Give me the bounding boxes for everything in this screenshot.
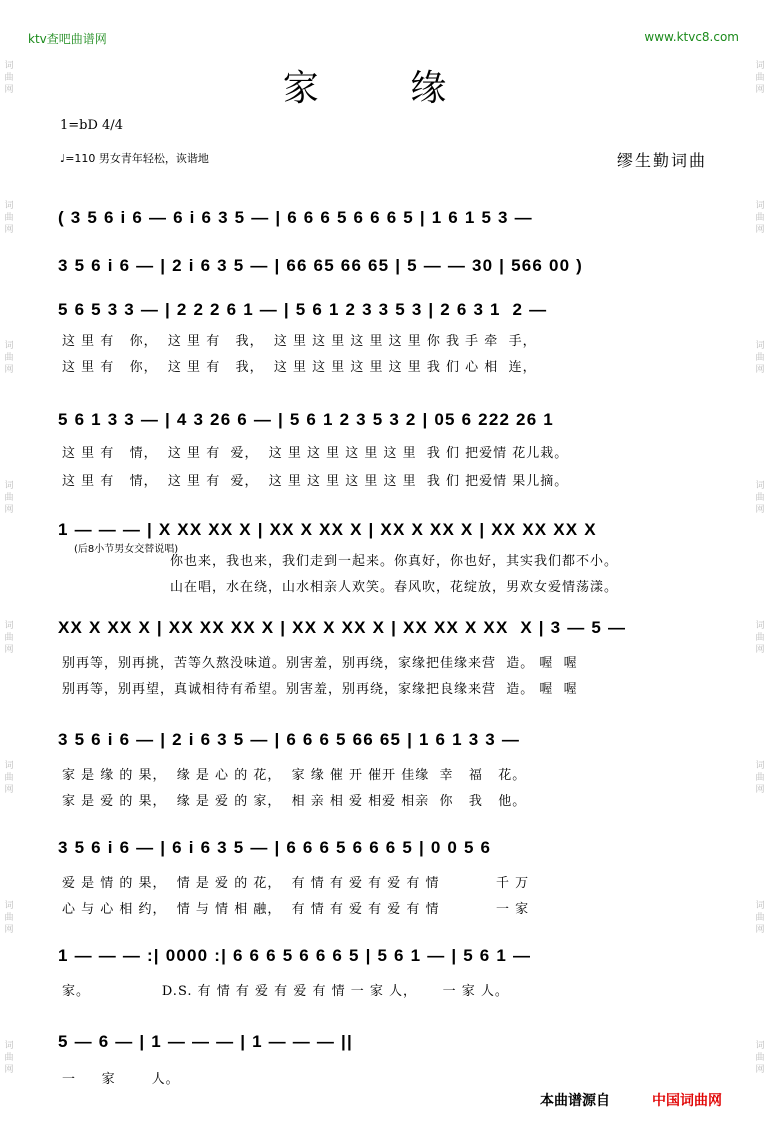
side-watermark: 词曲网 (4, 761, 14, 795)
lyric-line: 一 家 人。 (62, 1072, 180, 1087)
notation-row-3: 5 6 5 3 3 — | 2 2 2 6 1 — | 5 6 1 2 3 3 5 3 | 2 6 3 1 2 — (58, 300, 548, 319)
side-watermark: 词曲网 (755, 621, 765, 655)
lyric-line: 这 里 有 情， 这 里 有 爱， 这 里 这 里 这 里 这 里 我 们 把爱情 花儿栽。 (62, 446, 569, 461)
lyric-line: 心 与 心 相 约， 情 与 情 相 融， 有 情 有 爱 有 爱 有 情 一 家 (62, 902, 530, 917)
side-watermark: 词曲网 (755, 1041, 765, 1075)
lyric-line: 这 里 有 你， 这 里 有 我， 这 里 这 里 这 里 这 里 我 们 心 相 连， (62, 360, 537, 375)
composer-credit: 缪生勤词曲 (616, 151, 707, 170)
performance-note: (后8小节男女交替说唱) (74, 544, 179, 555)
lyric-line: 家 是 缘 的 果， 缘 是 心 的 花， 家 缘 催 开 催开 佳缘 幸 福 花。 (62, 768, 527, 783)
tempo-marking: ♩=110 男女青年轻松，诙谐地 (60, 152, 209, 165)
side-watermark: 词曲网 (755, 761, 765, 795)
side-watermark: 词曲网 (755, 201, 765, 235)
source-site-link[interactable]: 中国词曲网 (652, 1093, 722, 1109)
lyric-line: 家。 D.S. 有 情 有 爱 有 爱 有 情 一 家 人， 一 家 人。 (62, 984, 509, 999)
notation-row-6: XX X XX X | XX XX XX X | XX X XX X | XX XX X XX X | 3 — 5 — (58, 618, 627, 637)
lyric-line: 别再等，别再挑，苦等久熬没味道。别害羞，别再绕，家缘把佳缘来营 造。 喔 喔 (62, 656, 578, 671)
side-watermark: 词曲网 (4, 61, 14, 95)
side-watermark: 词曲网 (755, 481, 765, 515)
notation-row-9: 1 — — — :| 0000 :| 6 6 6 5 6 6 6 5 | 5 6 1 — | 5 6 1 — (58, 946, 532, 965)
side-watermark: 词曲网 (755, 901, 765, 935)
lyric-line: 这 里 有 你， 这 里 有 我， 这 里 这 里 这 里 这 里 你 我 手 牵 手， (62, 334, 537, 349)
side-watermark: 词曲网 (755, 341, 765, 375)
notation-row-5: 1 — — — | X XX XX X | XX X XX X | XX X XX X | XX XX XX X (58, 520, 597, 539)
source-label: 本曲谱源自 (540, 1093, 610, 1109)
side-watermark: 词曲网 (4, 901, 14, 935)
lyric-line: 这 里 有 情， 这 里 有 爱， 这 里 这 里 这 里 这 里 我 们 把爱情 果儿摘。 (62, 474, 569, 489)
notation-row-1: ( 3 5 6 i 6 — 6 i 6 3 5 — | 6 6 6 5 6 6 6 5 | 1 6 1 5 3 — (58, 208, 533, 227)
notation-row-4: 5 6 1 3 3 — | 4 3 26 6 — | 5 6 1 2 3 5 3 2 | 05 6 222 26 1 (58, 410, 554, 429)
side-watermark: 词曲网 (4, 201, 14, 235)
notation-row-7: 3 5 6 i 6 — | 2 i 6 3 5 — | 6 6 6 5 66 65 | 1 6 1 3 3 — (58, 730, 521, 749)
header-right-url[interactable]: www.ktvc8.com (644, 30, 739, 44)
notation-row-2: 3 5 6 i 6 — | 2 i 6 3 5 — | 66 65 66 65 | 5 — — 30 | 566 00 ) (58, 256, 584, 275)
notation-row-10: 5 — 6 — | 1 — — — | 1 — — — || (58, 1032, 353, 1051)
side-watermark: 词曲网 (4, 481, 14, 515)
side-watermark: 词曲网 (4, 621, 14, 655)
lyric-line: 你也来，我也来，我们走到一起来。你真好，你也好，其实我们都不小。 (170, 554, 619, 569)
key-signature: 1=bD 4/4 (60, 118, 123, 133)
side-watermark: 词曲网 (755, 61, 765, 95)
song-title: 家 缘 (282, 68, 487, 109)
lyric-line: 别再等，别再望，真诚相待有希望。别害羞，别再绕，家缘把良缘来营 造。 喔 喔 (62, 682, 578, 697)
notation-row-8: 3 5 6 i 6 — | 6 i 6 3 5 — | 6 6 6 5 6 6 6 5 | 0 0 5 6 (58, 838, 492, 857)
side-watermark: 词曲网 (4, 341, 14, 375)
lyric-line: 山在唱，水在绕，山水相亲人欢笑。春风吹，花绽放，男欢女爱情荡漾。 (170, 580, 619, 595)
header-left-site: ktv查吧曲谱网 (28, 32, 107, 46)
lyric-line: 家 是 爱 的 果， 缘 是 爱 的 家， 相 亲 相 爱 相爱 相亲 你 我 他。 (62, 794, 527, 809)
side-watermark: 词曲网 (4, 1041, 14, 1075)
lyric-line: 爱 是 情 的 果， 情 是 爱 的 花， 有 情 有 爱 有 爱 有 情 千 万 (62, 876, 530, 891)
